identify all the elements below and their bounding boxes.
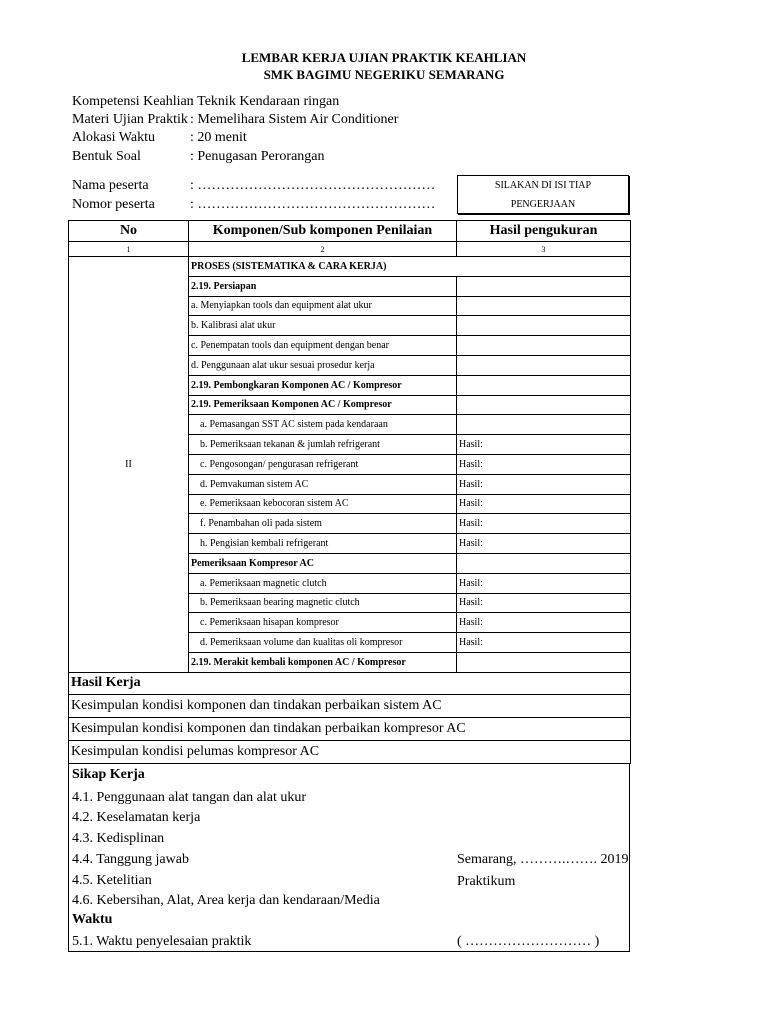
- hasil-cell[interactable]: [457, 553, 631, 573]
- component-text: c. Pengosongan/ pengurasan refrigerant: [189, 454, 457, 474]
- header-hasil: Hasil pengukuran: [457, 221, 631, 242]
- subheader-3: 3: [457, 242, 631, 257]
- table-row: [69, 740, 631, 763]
- meta-value: : Penugasan Perorangan: [190, 149, 325, 164]
- component-text: b. Pemeriksaan bearing magnetic clutch: [189, 593, 457, 613]
- component-text: d. Penggunaan alat ukur sesuai prosedur kerja: [189, 355, 457, 375]
- component-text: a. Pemasangan SST AC sistem pada kendaraan: [189, 415, 457, 435]
- hasil-cell[interactable]: [457, 276, 631, 296]
- section-number: II: [69, 257, 189, 673]
- sikap-item: 4.2. Keselamatan kerja: [72, 810, 201, 825]
- hasil-cell[interactable]: [457, 336, 631, 356]
- hasil-cell[interactable]: Hasil:: [457, 633, 631, 653]
- component-text: Pemeriksaan Kompresor AC: [189, 553, 457, 573]
- component-text: 2.19. Pembongkaran Komponen AC / Kompresor: [189, 375, 457, 395]
- meta-label: Alokasi Waktu: [72, 130, 155, 145]
- meta-label: Kompetensi Keahlian: [72, 94, 194, 109]
- component-text: d. Pemeriksaan volume dan kualitas oli kompresor: [189, 633, 457, 653]
- component-text: 2.19. Persiapan: [189, 276, 457, 296]
- hasil-cell[interactable]: [457, 375, 631, 395]
- hasil-cell[interactable]: Hasil:: [457, 534, 631, 554]
- participant-number-field[interactable]: : ……………………………………………: [190, 197, 436, 212]
- subheader-1: 1: [69, 242, 189, 257]
- hasil-cell[interactable]: [457, 652, 631, 672]
- sikap-item: 4.5. Ketelitian: [72, 873, 152, 888]
- table-header-row: [69, 221, 631, 242]
- hasil-kerja-title: Hasil Kerja: [69, 672, 631, 694]
- sikap-item: 4.4. Tanggung jawab: [72, 852, 189, 867]
- meta-label: Bentuk Soal: [72, 149, 141, 164]
- table-row: [69, 694, 631, 717]
- subheader-2: 2: [189, 242, 457, 257]
- sikap-kerja-section: [68, 763, 630, 952]
- hasil-cell[interactable]: Hasil:: [457, 593, 631, 613]
- hasil-cell[interactable]: Hasil:: [457, 435, 631, 455]
- hasil-cell[interactable]: [457, 296, 631, 316]
- hasil-cell[interactable]: Hasil:: [457, 474, 631, 494]
- hasil-cell[interactable]: Hasil:: [457, 494, 631, 514]
- table-row: [69, 257, 631, 277]
- sikap-item: 4.1. Penggunaan alat tangan dan alat ukur: [72, 790, 307, 805]
- component-text: e. Pemeriksaan kebocoran sistem AC: [189, 494, 457, 514]
- assessment-table: [68, 220, 631, 764]
- hasil-kerja-item: Kesimpulan kondisi pelumas kompresor AC: [69, 740, 631, 763]
- sikap-kerja-title: Sikap Kerja: [72, 767, 145, 782]
- hasil-kerja-item: Kesimpulan kondisi komponen dan tindakan perbaikan kompresor AC: [69, 717, 631, 740]
- signature-name-line: ( ……………………… ): [457, 934, 600, 949]
- table-row: [69, 717, 631, 740]
- participant-name-label: Nama peserta: [72, 178, 149, 193]
- hasil-kerja-item: Kesimpulan kondisi komponen dan tindakan perbaikan sistem AC: [69, 694, 631, 717]
- waktu-title: Waktu: [72, 912, 113, 927]
- hasil-kerja-title-row: [69, 672, 631, 694]
- component-text: f. Penambahan oli pada sistem: [189, 514, 457, 534]
- hasil-cell[interactable]: Hasil:: [457, 514, 631, 534]
- header-no: No: [69, 221, 189, 242]
- component-text: d. Pemvakuman sistem AC: [189, 474, 457, 494]
- participant-name-field[interactable]: : ……………………………………………: [190, 178, 436, 193]
- meta-value: : Teknik Kendaraan ringan: [190, 94, 340, 109]
- hasil-cell[interactable]: Hasil:: [457, 454, 631, 474]
- header-komponen: Komponen/Sub komponen Penilaian: [189, 221, 457, 242]
- hasil-cell[interactable]: [457, 355, 631, 375]
- component-text: c. Penempatan tools dan equipment dengan benar: [189, 336, 457, 356]
- component-text: b. Pemeriksaan tekanan & jumlah refrigerant: [189, 435, 457, 455]
- component-text: PROSES (SISTEMATIKA & CARA KERJA): [189, 257, 631, 277]
- hasil-cell[interactable]: [457, 316, 631, 336]
- title-line-2: SMK BAGIMU NEGERIKU SEMARANG: [263, 67, 505, 82]
- component-text: 2.19. Pemeriksaan Komponen AC / Kompresor: [189, 395, 457, 415]
- participant-number-label: Nomor peserta: [72, 197, 155, 212]
- hasil-cell[interactable]: Hasil:: [457, 573, 631, 593]
- hasil-cell[interactable]: Hasil:: [457, 613, 631, 633]
- note-line-2: PENGERJAAN: [510, 199, 576, 210]
- component-text: h. Pengisian kembali refrigerant: [189, 534, 457, 554]
- sikap-item: 4.6. Kebersihan, Alat, Area kerja dan kendaraan/Media: [72, 893, 380, 908]
- component-text: a. Menyiapkan tools dan equipment alat ukur: [189, 296, 457, 316]
- meta-value: : Memelihara Sistem Air Conditioner: [190, 112, 399, 127]
- meta-label: Materi Ujian Praktik: [72, 112, 188, 127]
- component-text: a. Pemeriksaan magnetic clutch: [189, 573, 457, 593]
- hasil-cell[interactable]: [457, 395, 631, 415]
- waktu-item: 5.1. Waktu penyelesaian praktik: [72, 934, 252, 949]
- fill-instruction-box: [457, 175, 629, 214]
- table-subheader-row: [69, 242, 631, 257]
- component-text: 2.19. Merakit kembali komponen AC / Kompresor: [189, 652, 457, 672]
- note-line-1: SILAKAN DI ISI TIAP: [494, 180, 592, 191]
- hasil-cell[interactable]: [457, 415, 631, 435]
- component-text: c. Pemeriksaan hisapan kompresor: [189, 613, 457, 633]
- meta-value: : 20 menit: [190, 130, 247, 145]
- signature-place-date: Semarang, ……….……. 2019: [457, 852, 629, 867]
- title-line-1: LEMBAR KERJA UJIAN PRAKTIK KEAHLIAN: [241, 50, 527, 65]
- signature-role: Praktikum: [457, 874, 516, 889]
- component-text: b. Kalibrasi alat ukur: [189, 316, 457, 336]
- sikap-item: 4.3. Kedisplinan: [72, 831, 165, 846]
